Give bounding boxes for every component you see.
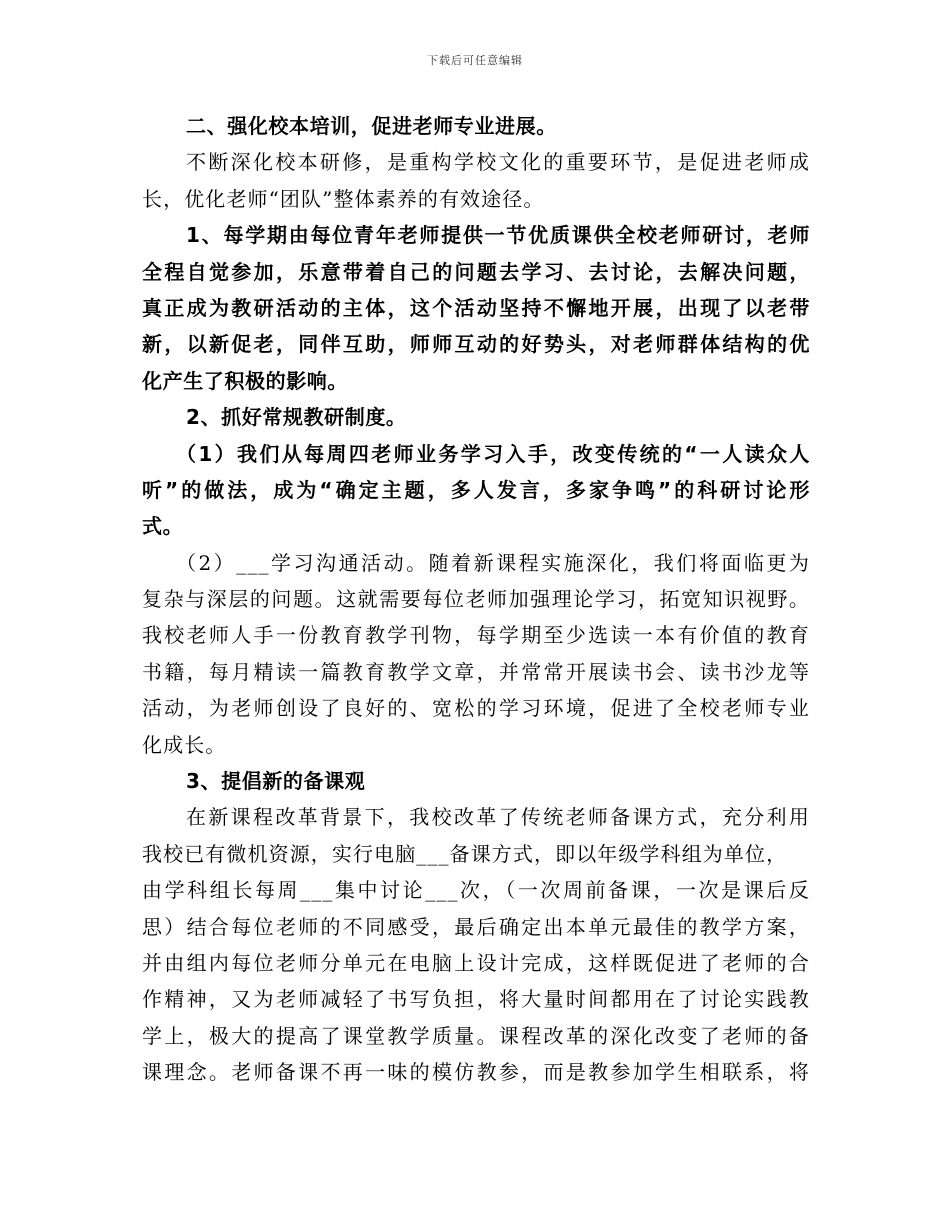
text-line: 思）结合每位老师的不同感受，最后确定出本单元最佳的教学方案，	[142, 914, 810, 939]
text-line: 课理念。老师备课不再一味的模仿教参，而是教参加学生相联系，将	[142, 1060, 810, 1085]
text-line: （1）我们从每周四老师业务学习入手，改变传统的“一人读众人	[176, 441, 810, 466]
text-line: 书籍，每月精读一篇教育教学文章，并常常开展读书会、读书沙龙等	[142, 659, 810, 684]
text-line: 全程自觉参加，乐意带着自己的问题去学习、去讨论，去解决问题，	[142, 259, 810, 284]
text-line: 由学科组长每周___集中讨论___次，（一次周前备课，一次是课后反	[142, 878, 810, 903]
text-line: 真正成为教研活动的主体，这个活动坚持不懈地开展，出现了以老带	[142, 295, 810, 320]
text-line: 我校已有微机资源，实行电脑___备课方式，即以年级学科组为单位，	[142, 841, 788, 866]
text-line: 并由组内每位老师分单元在电脑上设计完成，这样既促进了老师的合	[142, 950, 810, 975]
text-line: 作精神，又为老师减轻了书写负担，将大量时间都用在了讨论实践教	[142, 987, 810, 1012]
text-line: （2）___学习沟通活动。随着新课程实施深化，我们将面临更为	[176, 550, 810, 575]
text-line: 化产生了积极的影响。	[142, 368, 348, 393]
text-line: 3、提倡新的备课观	[186, 769, 366, 794]
document-body	[142, 108, 810, 1091]
text-line: 长，优化老师“团队”整体素养的有效途径。	[142, 186, 545, 211]
text-line: 听”的做法，成为“确定主题，多人发言，多家争鸣”的科研讨论形	[142, 477, 810, 502]
text-line: 化成长。	[142, 732, 227, 757]
text-line: 复杂与深层的问题。这就需要每位老师加强理论学习，拓宽知识视野。	[142, 587, 810, 612]
text-line: 在新课程改革背景下，我校改革了传统老师备课方式，充分利用	[186, 805, 810, 830]
text-line: 二、强化校本培训，促进老师专业进展。	[186, 114, 557, 138]
text-line: 我校老师人手一份教育教学刊物，每学期至少选读一本有价值的教育	[142, 623, 810, 648]
text-line: 2、抓好常规教研制度。	[186, 405, 407, 430]
text-line: 新，以新促老，同伴互助，师师互动的好势头，对老师群体结构的优	[142, 332, 810, 357]
text-line: 1、每学期由每位青年老师提供一节优质课供全校老师研讨，老师	[186, 223, 810, 248]
text-line: 式。	[142, 514, 184, 539]
text-line: 不断深化校本研修，是重构学校文化的重要环节，是促进老师成	[186, 150, 810, 175]
text-line: 活动，为老师创设了良好的、宽松的学习环境，促进了全校老师专业	[142, 696, 810, 721]
text-line: 学上，极大的提高了课堂教学质量。课程改革的深化改变了老师的备	[142, 1023, 810, 1048]
page-header: 下载后可任意编辑	[427, 54, 523, 67]
